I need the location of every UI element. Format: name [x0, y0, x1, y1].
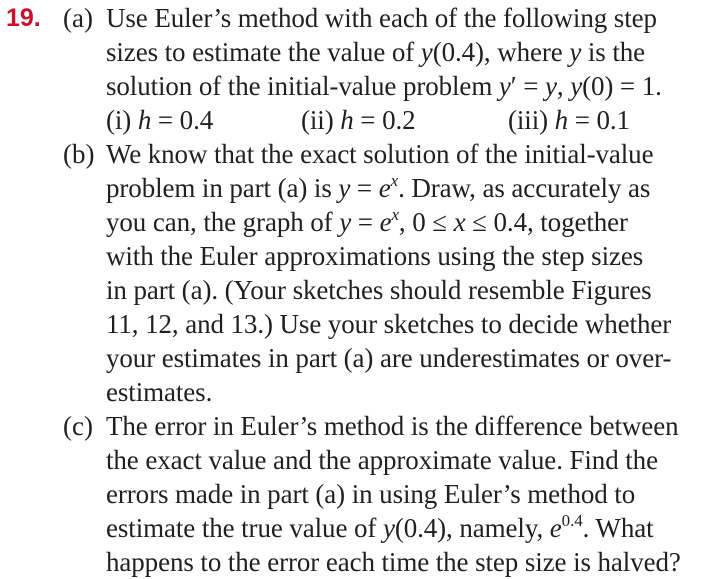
part-c-line-5: happens to the error each time the step size is halved? — [106, 547, 681, 577]
part-c-line-2: the exact value and the approximate value. Find the — [106, 445, 658, 475]
part-b-line-4: with the Euler approximations using the step sizes — [106, 241, 644, 271]
part-a-line-1: Use Euler’s method with each of the following step — [106, 3, 657, 33]
part-a-line-2: sizes to estimate the value of y(0.4), where y is the — [106, 37, 646, 67]
part-b-line-5: in part (a). (Your sketches should resemble Figures — [106, 275, 652, 305]
step-size-i: (i) h = 0.4 — [106, 105, 214, 135]
part-b-label: (b) — [63, 139, 95, 169]
part-a-label: (a) — [63, 3, 93, 33]
part-b-line-6: 11, 12, and 13.) Use your sketches to decide whether — [106, 309, 672, 339]
part-b-line-1: We know that the exact solution of the initial-value — [106, 139, 654, 169]
part-c-label: (c) — [63, 411, 93, 441]
problem-number: 19. — [6, 4, 41, 32]
part-b-line-2: problem in part (a) is $y = e^x$. Draw, as accurately as — [106, 171, 651, 203]
part-c-line-1: The error in Euler’s method is the difference between — [106, 411, 679, 441]
part-b-line-8: estimates. — [106, 377, 213, 407]
part-b-line-7: your estimates in part (a) are underestimates or over- — [106, 343, 672, 373]
part-a-line-3: solution of the initial-value problem y′ = y, y(0) = 1. — [106, 71, 662, 101]
part-c-line-4: estimate the true value of y(0.4), namely, $e^{0.4}$. What — [106, 511, 654, 543]
step-size-ii: (ii) h = 0.2 — [301, 105, 416, 135]
part-b-line-3: you can, the graph of $y = e^x$, 0 ≤ x ≤ 0.4, together — [106, 205, 628, 237]
step-size-iii: (iii) h = 0.1 — [508, 105, 630, 135]
part-c-line-3: errors made in part (a) in using Euler’s method to — [106, 479, 636, 509]
